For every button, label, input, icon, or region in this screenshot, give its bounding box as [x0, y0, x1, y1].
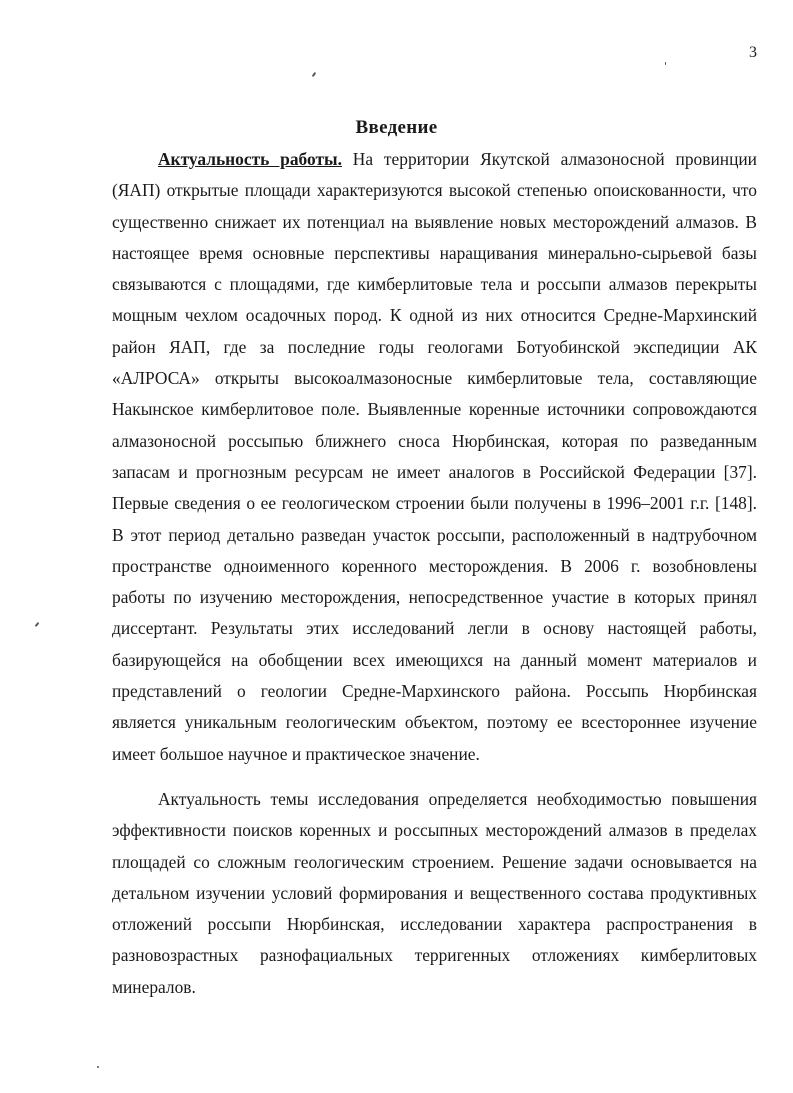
page-number: 3 — [749, 44, 757, 61]
paragraph-topic-relevance — [112, 784, 757, 1003]
scan-speck — [665, 62, 666, 65]
scan-speck — [97, 1066, 99, 1068]
scan-speck — [35, 622, 40, 627]
page-heading: Введение — [355, 117, 438, 138]
paragraph-lead: Актуальность работы. — [158, 149, 342, 169]
document-body — [112, 144, 757, 1003]
scan-speck — [312, 72, 317, 77]
paragraph-text: Актуальность темы исследования определяется необходимостью повышения эффективности поисков коренных и россыпных месторождений алмазов в пределах площадей со сложным геологическим строением. Решение задачи основывается на детальном изучении условий формирования и вещественного состава продуктивных отложений россыпи Нюрбинская, исследовании характера распространения в разновозрастных разнофациальных терригенных отложениях кимберлитовых минералов. — [112, 788, 757, 997]
paragraph-relevance — [112, 144, 757, 770]
paragraph-text: На территории Якутской алмазоносной провинции (ЯАП) открытые площади характеризуются высокой степенью опоискованности, что существенно снижает их потенциал на выявление новых месторождений алмазов. В настоящее время основные перспективы наращивания минерально-сырьевой базы связываются с площадями, где кимберлитовые тела и россыпи алмазов перекрыты мощным чехлом осадочных пород. К одной из них относится Средне-Мархинский район ЯАП, где за последние годы геологами Ботуобинской экспедиции АК «АЛРОСА» открыты высокоалмазоносные кимберлитовые тела, составляющие Накынское кимберлитовое поле. Выявленные коренные источники сопровождаются алмазоносной россыпью ближнего сноса Нюрбинская, которая по разведанным запасам и прогнозным ресурсам не имеет аналогов в Российской Федерации [37]. Первые сведения о ее геологическом строении были получены в 1996–2001 г.г. [148]. В этот период детально разведан участок россыпи, расположенный в надтрубочном пространстве одноименного коренного месторождения. В 2006 г. возобновлены работы по изучению месторождения, непосредственное участие в которых принял диссертант. Результаты этих исследований легли в основу настоящей работы, базирующейся на обобщении всех имеющихся на данный момент материалов и представлений о геологии Средне-Мархинского района. Россыпь Нюрбинская является уникальным геологическим объектом, поэтому ее всестороннее изучение имеет большое научное и практическое значение. — [112, 149, 757, 764]
